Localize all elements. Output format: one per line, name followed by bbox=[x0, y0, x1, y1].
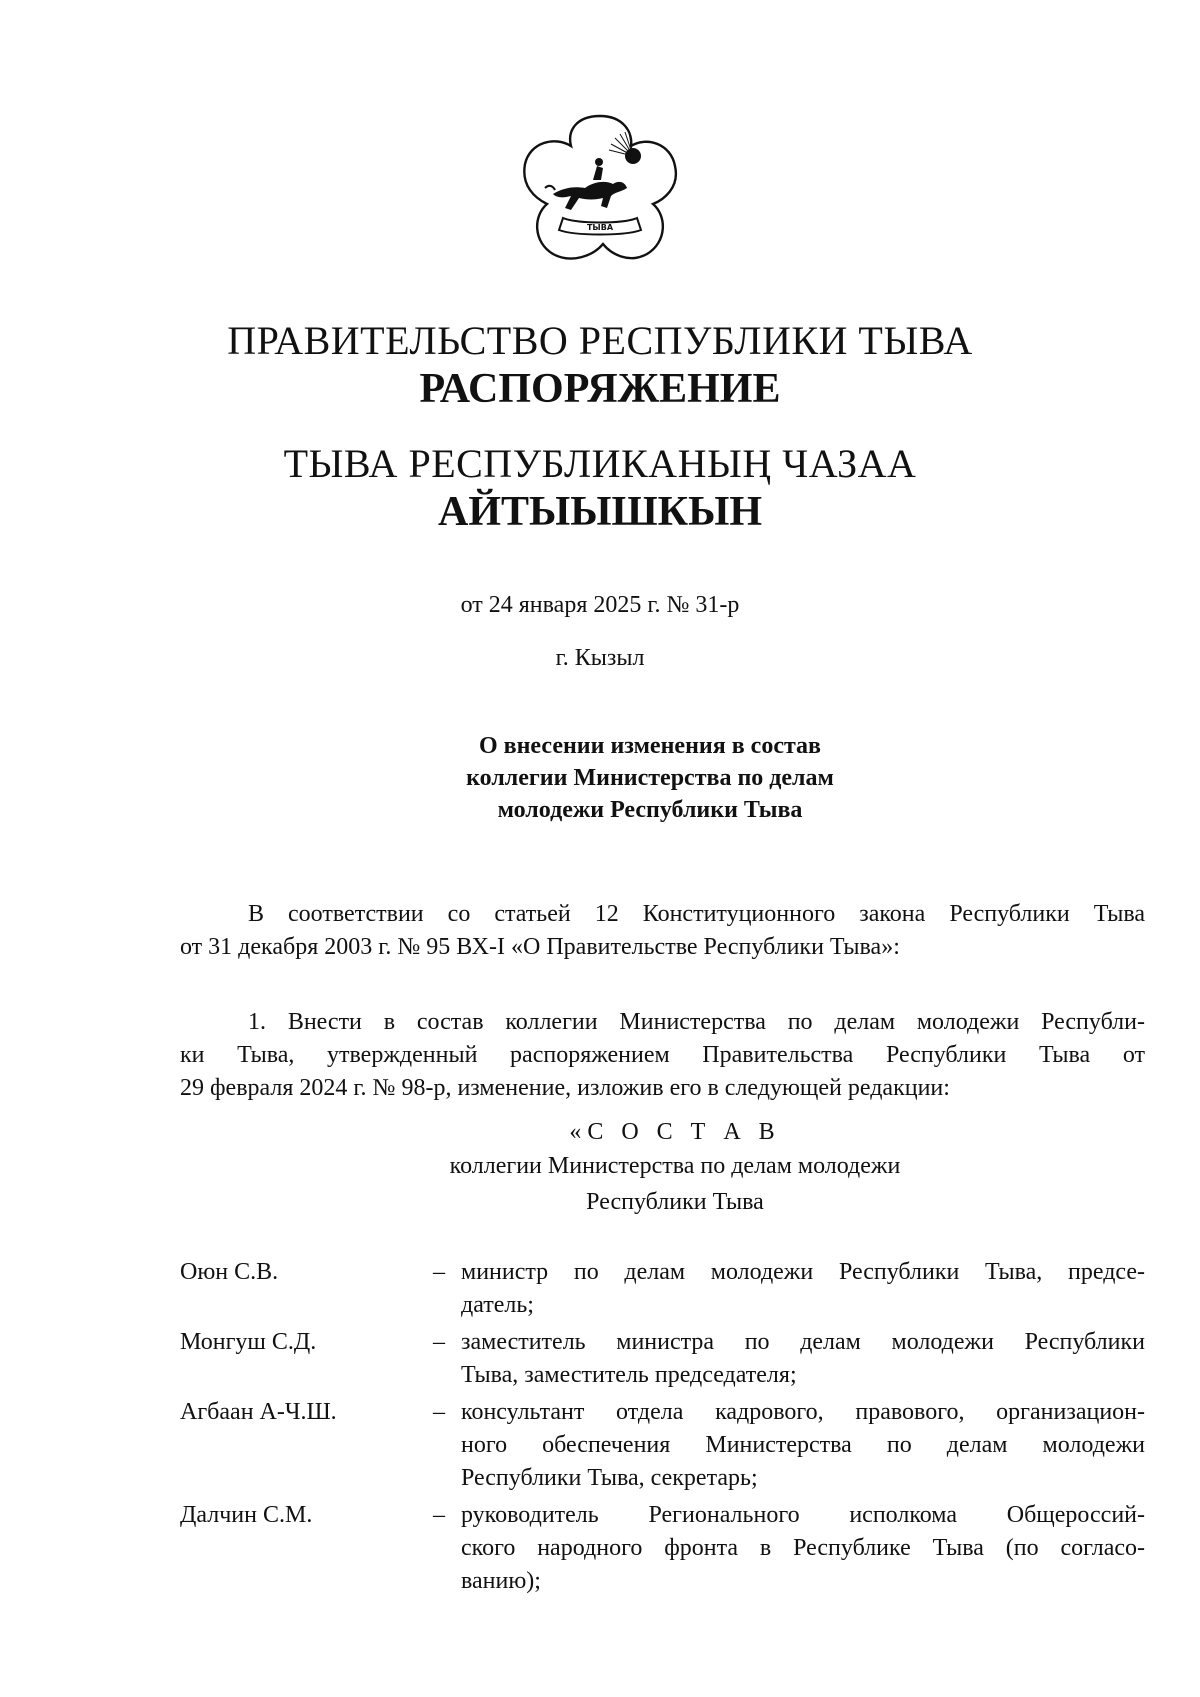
member-name: Агбаан А-Ч.Ш. bbox=[180, 1399, 337, 1425]
document-subject bbox=[380, 730, 920, 826]
document-date-number: от 24 января 2025 г. № 31-р bbox=[460, 592, 740, 618]
member-row bbox=[180, 1326, 1145, 1392]
role-line: датель; bbox=[461, 1292, 534, 1318]
member-name: Монгуш С.Д. bbox=[180, 1329, 317, 1355]
document-city: г. Кызыл bbox=[555, 645, 645, 671]
member-dash: – bbox=[433, 1502, 445, 1528]
role-line: ского народного фронта в Республике Тыва (по согласо- bbox=[461, 1535, 1145, 1561]
member-name: Далчин С.М. bbox=[180, 1502, 313, 1528]
role-line: ванию); bbox=[461, 1568, 541, 1594]
composition-subtitle: коллегии Министерства по делам молодежи bbox=[449, 1153, 901, 1179]
role-line: министр по делам молодежи Республики Тыва, предсе- bbox=[461, 1259, 1145, 1285]
role-line: Тыва, заместитель председателя; bbox=[461, 1362, 797, 1388]
member-role bbox=[461, 1256, 1145, 1322]
document-type-tyv: АЙТЫЫШКЫН bbox=[438, 489, 762, 535]
government-title-tyv: ТЫВА РЕСПУБЛИКАНЫҢ ЧАЗАА bbox=[283, 441, 917, 486]
member-row bbox=[180, 1396, 1145, 1495]
paragraph-line: от 31 декабря 2003 г. № 95 ВХ-I «О Правительстве Республики Тыва»: bbox=[180, 934, 900, 960]
document-type-ru: РАСПОРЯЖЕНИЕ bbox=[419, 366, 781, 412]
member-dash: – bbox=[433, 1399, 445, 1425]
member-role bbox=[461, 1326, 1145, 1392]
member-row bbox=[180, 1499, 1145, 1598]
paragraph-line: В соответствии со статьей 12 Конституционного закона Республики Тыва bbox=[248, 901, 1145, 927]
member-dash: – bbox=[433, 1329, 445, 1355]
tuva-emblem-icon bbox=[515, 108, 685, 268]
subject-line: молодежи Республики Тыва bbox=[497, 797, 803, 823]
role-line: руководитель Регионального исполкома Общероссий- bbox=[461, 1502, 1145, 1528]
member-name: Оюн С.В. bbox=[180, 1259, 279, 1285]
preamble-paragraph bbox=[180, 898, 1145, 964]
svg-text:ТЫВА: ТЫВА bbox=[586, 223, 614, 232]
government-title-ru: ПРАВИТЕЛЬСТВО РЕСПУБЛИКИ ТЫВА bbox=[227, 318, 973, 363]
member-row bbox=[180, 1256, 1145, 1322]
item-1-paragraph bbox=[180, 1006, 1145, 1105]
composition-subtitle: Республики Тыва bbox=[586, 1189, 764, 1215]
paragraph-line: 29 февраля 2024 г. № 98-р, изменение, изложив его в следующей редакции: bbox=[180, 1075, 950, 1101]
subject-line: коллегии Министерства по делам bbox=[466, 765, 834, 791]
member-role bbox=[461, 1499, 1145, 1598]
role-line: консультант отдела кадрового, правового, организацион- bbox=[461, 1399, 1145, 1425]
paragraph-line: ки Тыва, утвержденный распоряжением Правительства Республики Тыва от bbox=[180, 1042, 1145, 1068]
role-line: Республики Тыва, секретарь; bbox=[461, 1465, 758, 1491]
composition-title: «С О С Т А В bbox=[569, 1119, 781, 1145]
member-dash: – bbox=[433, 1259, 445, 1285]
member-role bbox=[461, 1396, 1145, 1495]
role-line: ного обеспечения Министерства по делам молодежи bbox=[461, 1432, 1145, 1458]
subject-line: О внесении изменения в состав bbox=[478, 733, 822, 759]
role-line: заместитель министра по делам молодежи Республики bbox=[461, 1329, 1145, 1355]
paragraph-line: 1. Внести в состав коллегии Министерства по делам молодежи Республи- bbox=[248, 1009, 1145, 1035]
members-list bbox=[180, 1256, 1145, 1602]
